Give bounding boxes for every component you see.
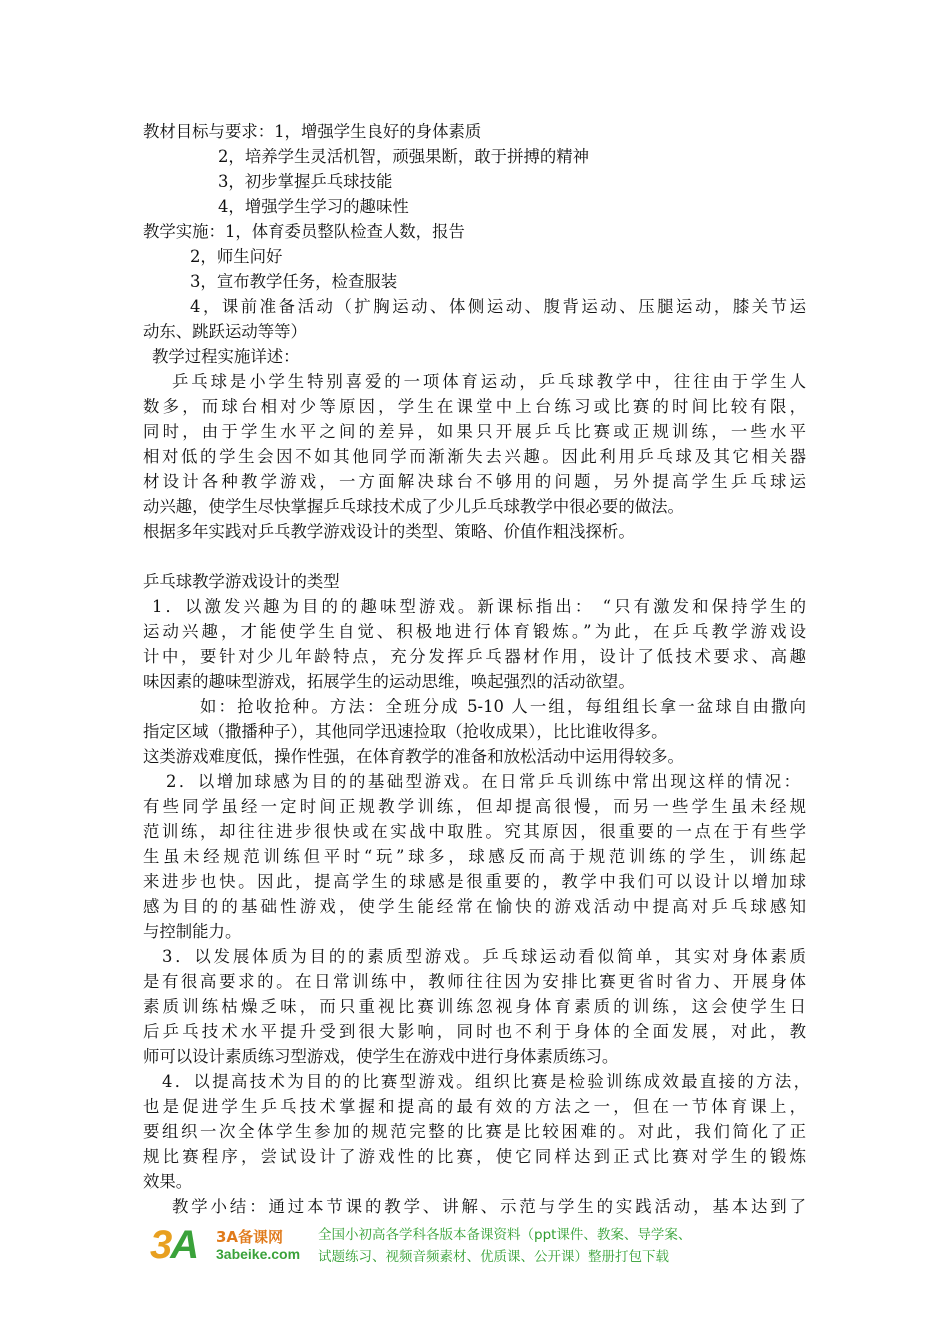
text-line: 运动兴趣，才能使学生自觉、积极地进行体育锻炼。”为此，在乒乓教学游戏设 bbox=[143, 622, 806, 641]
text-line: 乒乓球是小学生特别喜爱的一项体育运动，乒乓球教学中，往往由于学生人 bbox=[172, 372, 806, 391]
text-line: 3，初步掌握乒乓球技能 bbox=[218, 172, 393, 191]
text-line: 动东、跳跃运动等等） bbox=[143, 322, 307, 341]
ad-text-line-2: 试题练习、视频音频素材、优质课、公开课）整册打包下载 bbox=[318, 1249, 669, 1265]
text-line: 教学小结：通过本节课的教学、讲解、示范与学生的实践活动，基本达到了 bbox=[172, 1197, 806, 1216]
text-line: 材设计各种教学游戏，一方面解决球台不够用的问题，另外提高学生乒乓球运 bbox=[143, 472, 806, 491]
site-url: 3abeike.com bbox=[216, 1246, 301, 1262]
text-line: 动兴趣，使学生尽快掌握乒乓球技术成了少儿乒乓球教学中很必要的做法。 bbox=[143, 497, 684, 516]
text-line: 要组织一次全体学生参加的规范完整的比赛是比较困难的。对此，我们简化了正 bbox=[143, 1122, 806, 1141]
text-line: 计中，要针对少儿年龄特点，充分发挥乒乓器材作用，设计了低技术要求、高趣 bbox=[143, 647, 806, 666]
site-logo: 3A bbox=[150, 1223, 198, 1267]
text-line: 来进步也快。因此，提高学生的球感是很重要的，教学中我们可以设计以增加球 bbox=[143, 872, 806, 891]
section-heading: 教学过程实施详述： bbox=[152, 347, 300, 366]
text-line: 规比赛程序，尝试设计了游戏性的比赛，使它同样达到正式比赛对学生的锻炼 bbox=[143, 1147, 806, 1166]
text-line: 教材目标与要求：1，增强学生良好的身体素质 bbox=[143, 122, 482, 141]
ad-text-line-1: 全国小初高各学科各版本备课资料（ppt课件、教案、导学案、 bbox=[318, 1227, 692, 1243]
text-line: 相对低的学生会因不如其他同学而渐渐失去兴趣。因此利用乒乓球及其它相关器 bbox=[143, 447, 806, 466]
text-line: 4，增强学生学习的趣味性 bbox=[218, 197, 409, 216]
text-line: 素质训练枯燥乏味，而只重视比赛训练忽视身体育素质的训练，这会使学生日 bbox=[143, 997, 806, 1016]
text-line: 也是促进学生乒乓技术掌握和提高的最有效的方法之一，但在一节体育课上， bbox=[143, 1097, 806, 1116]
text-line: 范训练，却往往进步很快或在实战中取胜。究其原因，很重要的一点在于有些学 bbox=[143, 822, 806, 841]
text-line: 2．以增加球感为目的的基础型游戏。在日常乒乓训练中常出现这样的情况： bbox=[166, 772, 800, 791]
text-line: 4，课前准备活动（扩胸运动、体侧运动、腹背运动、压腿运动，膝关节运 bbox=[190, 297, 806, 316]
text-line: 教学实施：1，体育委员整队检查人数，报告 bbox=[143, 222, 465, 241]
text-line: 根据多年实践对乒乓教学游戏设计的类型、策略、价值作粗浅探析。 bbox=[143, 522, 635, 541]
text-line: 指定区域（撒播种子），其他同学迅速捡取（抢收成果），比比谁收得多。 bbox=[143, 722, 668, 741]
site-name: 3A备课网 bbox=[216, 1228, 284, 1246]
section-heading: 乒乓球教学游戏设计的类型 bbox=[143, 572, 340, 591]
footer-banner bbox=[150, 1220, 810, 1272]
text-line: 是有很高要求的。在日常训练中，教师往往因为安排比赛更省时省力、开展身体 bbox=[143, 972, 806, 991]
text-line: 同时，由于学生水平之间的差异，如果只开展乒乓比赛或正规训练，一些水平 bbox=[143, 422, 806, 441]
text-line: 3．以发展体质为目的的素质型游戏。乒乓球运动看似简单，其实对身体素质 bbox=[162, 947, 806, 966]
text-line: 与控制能力。 bbox=[143, 922, 242, 941]
text-line: 1．以激发兴趣为目的的趣味型游戏。新课标指出： “只有激发和保持学生的 bbox=[152, 597, 806, 616]
text-line: 2，师生问好 bbox=[190, 247, 283, 266]
text-line: 如：抢收抢种。方法：全班分成 5-10 人一组，每组组长拿一盆球自由撒向 bbox=[200, 697, 806, 716]
text-line: 3，宣布教学任务，检查服装 bbox=[190, 272, 398, 291]
text-line: 数多，而球台相对少等原因，学生在课堂中上台练习或比赛的时间比较有限， bbox=[143, 397, 806, 416]
text-line: 师可以设计素质练习型游戏，使学生在游戏中进行身体素质练习。 bbox=[143, 1047, 619, 1066]
text-line: 4．以提高技术为目的的比赛型游戏。组织比赛是检验训练成效最直接的方法， bbox=[162, 1072, 810, 1091]
text-line: 感为目的的基础性游戏，使学生能经常在愉快的游戏活动中提高对乒乓球感知 bbox=[143, 897, 806, 916]
text-line: 这类游戏难度低，操作性强，在体育教学的准备和放松活动中运用得较多。 bbox=[143, 747, 684, 766]
text-line: 生虽未经规范训练但平时“玩”球多，球感反而高于规范训练的学生，训练起 bbox=[143, 847, 806, 866]
text-line: 后乒乓技术水平提升受到很大影响，同时也不利于身体的全面发展，对此，教 bbox=[143, 1022, 806, 1041]
text-line: 2，培养学生灵活机智，顽强果断，敢于拼搏的精神 bbox=[218, 147, 590, 166]
text-line: 有些同学虽经一定时间正规教学训练，但却提高很慢，而另一些学生虽未经规 bbox=[143, 797, 806, 816]
text-line: 味因素的趣味型游戏，拓展学生的运动思维，唤起强烈的活动欲望。 bbox=[143, 672, 635, 691]
text-line: 效果。 bbox=[143, 1172, 193, 1191]
